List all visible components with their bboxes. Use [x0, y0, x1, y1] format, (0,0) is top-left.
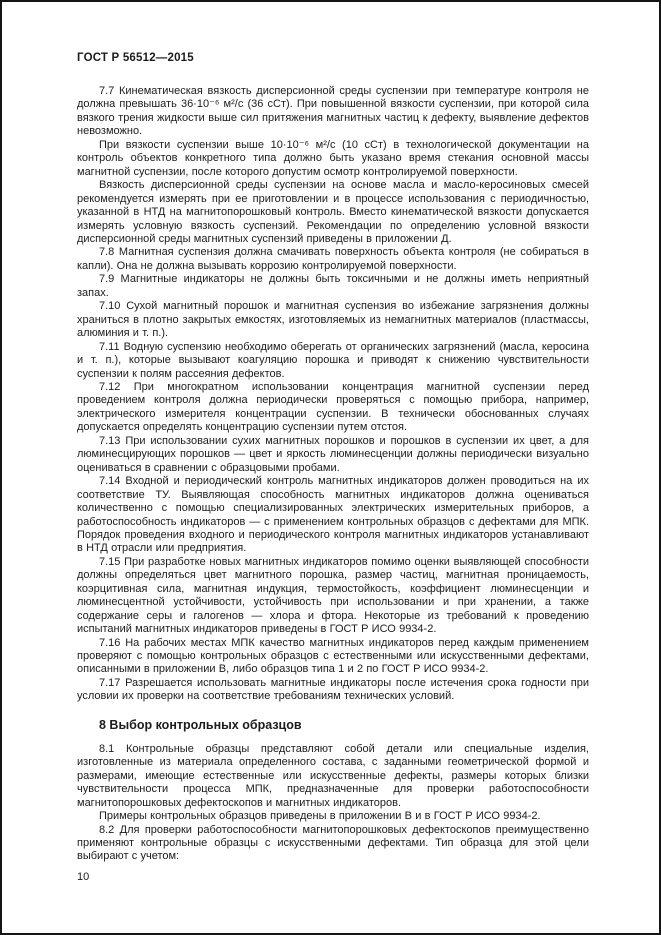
- section-heading: 8 Выбор контрольных образцов: [99, 717, 302, 732]
- paragraph: 7.10 Сухой магнитный порошок и магнитная суспензия во избежание загрязнения должны храниться в плотно закрытых емкостях, изготовляемых из немагнитных материалов (пластмассы, алюминия и т. п.).: [77, 300, 589, 340]
- paragraph: 7.12 При многократном использовании концентрация магнитной суспензии перед проведением контроля должна периодически проверяться с помощью прибора, например, электрического измерителя концентрации суспензии. В технически обоснованных случаях допускается определять концентрацию суспензии путем отстоя.: [77, 380, 589, 434]
- paragraph: 8.1 Контрольные образцы представляют собой детали или специальные изделия, изготовленные из материала определенного состава, с заданными геометрической формой и размерами, имеющие естественные или искусственные дефекты, размеры которых близки чувствительности процесса МПК, предназначенные для проверки работоспособности магнитопорошковых дефектоскопов и магнитных индикаторов.: [77, 742, 589, 809]
- page-content: [2, 2, 659, 883]
- paragraph: 7.13 При использовании сухих магнитных порошков и порошков в суспензии их цвет, а для люминесцирующих порошков — цвет и яркость люминесценции должны периодически визуально оцениваться в сравнении с образцовыми пробами.: [77, 434, 589, 474]
- paragraph: 8.2 Для проверки работоспособности магнитопорошковых дефектоскопов преимущественно применяют контрольные образцы с искусственными дефектами. Тип образца для этой цели выбирают с учетом:: [77, 823, 589, 863]
- document-header: ГОСТ Р 56512—2015: [77, 52, 194, 64]
- paragraph: Вязкость дисперсионной среды суспензии на основе масла и масло-керосиновых смесей рекомендуется измерять при ее приготовлении и в процессе использования с периодичностью, указанной в НТД на магнитопорошковый контроль. Вместо кинематической вязкости допускается измерять условную вязкость суспензий. Рекомендации по определению условной вязкости дисперсионной среды магнитных суспензий приведены в приложении Д.: [77, 179, 589, 245]
- paragraph: 7.15 При разработке новых магнитных индикаторов помимо оценки выявляющей способности должны определяться цвет магнитного порошка, размер частиц, магнитная проницаемость, коэрцитивная сила, магнитная индукция, термостойкость, коэффициент люминесценции и люминесцентной устойчивости, устойчивость при использовании и при хранении, а также содержание серы и галогенов — хлора и фтора. Некоторые из требований к проведению испытаний магнитных индикаторов приведены в ГОСТ Р ИСО 9934-2.: [77, 555, 589, 636]
- paragraph: При вязкости суспензии выше 10·10⁻⁶ м²/с (10 сСт) в технологической документации на контроль объектов конкретного типа должно быть указано время стекания основной массы магнитной суспензии, после которого допустим осмотр контролируемой поверхности.: [77, 138, 589, 178]
- body-text: [77, 85, 589, 864]
- paragraph: 7.9 Магнитные индикаторы не должны быть токсичными и не должны иметь неприятный запах.: [77, 273, 589, 299]
- paragraph: 7.7 Кинематическая вязкость дисперсионной среды суспензии при температуре контроля не должна превышать 36·10⁻⁶ м²/с (36 сСт). При повышенной вязкости суспензии, при которой сила вязкого трения жидкости выше сил притяжения магнитных частиц к дефекту, выявление дефектов невозможно.: [77, 85, 589, 138]
- paragraph: 7.11 Водную суспензию необходимо оберегать от органических загрязнений (масла, керосина и т. п.), которые вызывают коагуляцию порошка и приводят к снижению чувствительности суспензии к полям рассеяния дефектов.: [77, 340, 589, 380]
- paragraph: 7.8 Магнитная суспензия должна смачивать поверхность объекта контроля (не собираться в капли). Она не должна вызывать коррозию контролируемой поверхности.: [77, 246, 589, 272]
- paragraph: Примеры контрольных образцов приведены в приложении В и в ГОСТ Р ИСО 9934-2.: [99, 810, 541, 823]
- paragraph: 7.17 Разрешается использовать магнитные индикаторы после истечения срока годности при условии их проверки на соответствие требованиям технических условий.: [77, 676, 589, 703]
- paragraph: 7.14 Входной и периодический контроль магнитных индикаторов должен проводиться на их соответствие ТУ. Выявляющая способность магнитных индикаторов должна оцениваться количественно с помощью специализированных электрических измерительных приборов, а работоспособность индикаторов — с применением контрольных образцов с дефектами для МПК. Порядок проведения входного и периодического контроля магнитных индикаторов устанавливают в НТД отрасли или предприятия.: [77, 475, 589, 555]
- page-number: 10: [77, 870, 90, 883]
- paragraph: 7.16 На рабочих местах МПК качество магнитных индикаторов перед каждым применением проверяют с помощью контрольных образцов с естественными или искусственными дефектами, описанными в приложении В, либо образцов типа 1 и 2 по ГОСТ Р ИСО 9934-2.: [77, 636, 589, 676]
